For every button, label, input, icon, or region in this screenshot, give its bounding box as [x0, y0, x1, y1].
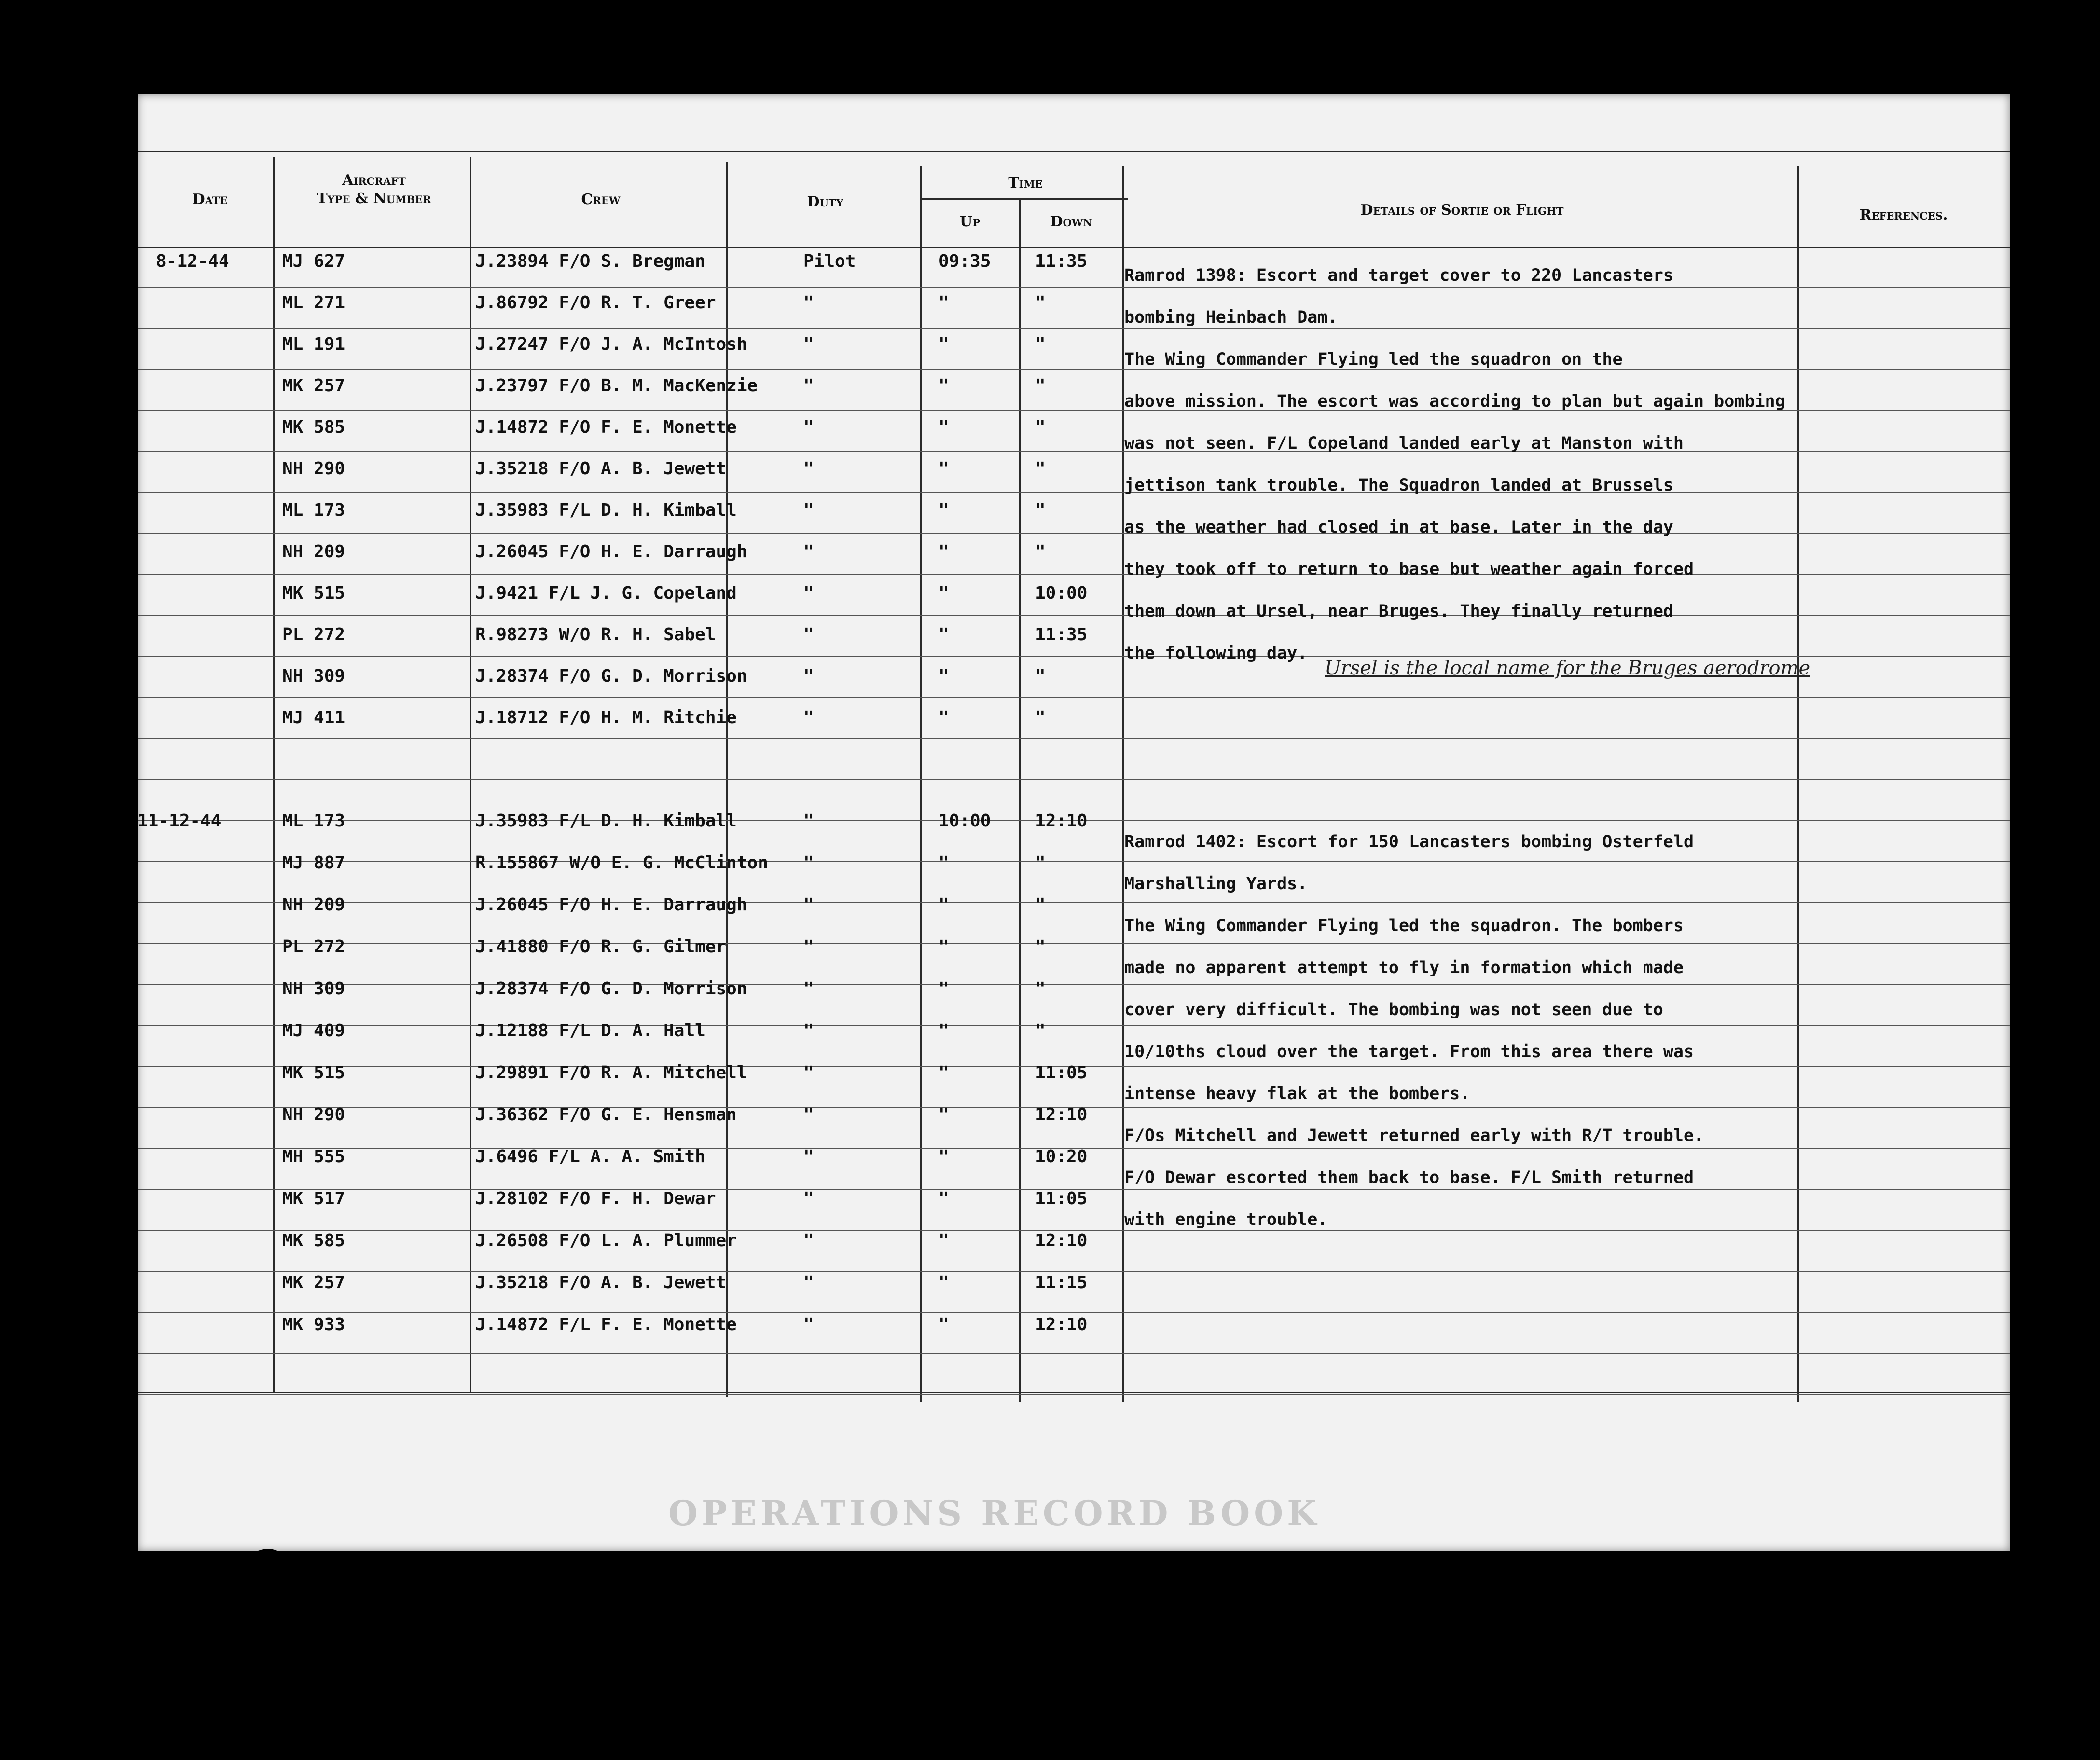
aircraft-cell: ML 271	[282, 293, 345, 313]
header-date: Date	[192, 191, 228, 208]
aircraft-cell: MK 517	[282, 1189, 345, 1209]
aircraft-cell: NH 290	[282, 459, 345, 479]
down-time-cell: 11:35	[1035, 251, 1088, 271]
footer-faded-title: OPERATIONS RECORD BOOK	[668, 1493, 1321, 1533]
row-rule	[138, 328, 2010, 329]
crew-cell: J.6496 F/L A. A. Smith	[475, 1147, 705, 1167]
up-time-cell: 09:35	[939, 251, 991, 271]
up-time-cell: "	[939, 666, 949, 686]
down-time-cell: "	[1035, 293, 1046, 313]
detail-line: Ramrod 1402: Escort for 150 Lancasters bombing Osterfeld	[1124, 832, 1694, 852]
row-rule	[138, 779, 2010, 780]
aircraft-cell: MK 585	[282, 1231, 345, 1251]
row-rule	[138, 615, 2010, 616]
detail-line: made no apparent attempt to fly in formation which made	[1124, 958, 1684, 977]
down-time-cell: 12:10	[1035, 1105, 1088, 1125]
section1-date: 8-12-44	[156, 251, 229, 271]
duty-cell: "	[803, 500, 814, 520]
row-rule	[138, 287, 2010, 288]
crew-cell: J.29891 F/O R. A. Mitchell	[475, 1063, 747, 1083]
col-rule-5	[1019, 198, 1021, 1402]
crew-cell: J.26045 F/O H. E. Darraugh	[475, 542, 747, 562]
row-rule	[138, 738, 2010, 739]
detail-line: the following day.	[1124, 644, 1308, 663]
duty-cell: "	[803, 853, 814, 873]
up-time-cell: "	[939, 334, 949, 354]
duty-cell: "	[803, 334, 814, 354]
binder-hole-2	[830, 1566, 883, 1607]
down-time-cell: "	[1035, 979, 1046, 999]
section2-date: 11-12-44	[138, 811, 221, 831]
crew-cell: J.23797 F/O B. M. MacKenzie	[475, 376, 758, 396]
up-time-cell: "	[939, 293, 949, 313]
detail-line: with engine trouble.	[1124, 1210, 1328, 1229]
crew-cell: J.14872 F/O F. E. Monette	[475, 417, 737, 437]
aircraft-cell: MJ 409	[282, 1021, 345, 1041]
col-rule-6	[1122, 166, 1124, 1402]
row-rule	[138, 1271, 2010, 1272]
crew-cell: R.155867 W/O E. G. McClinton	[475, 853, 768, 873]
crew-cell: J.12188 F/L D. A. Hall	[475, 1021, 705, 1041]
detail-line: The Wing Commander Flying led the squadron on the	[1124, 350, 1623, 369]
header-up: Up	[960, 213, 980, 230]
up-time-cell: "	[939, 1147, 949, 1167]
duty-cell: "	[803, 937, 814, 957]
up-time-cell: "	[939, 979, 949, 999]
col-rule-1	[273, 157, 275, 1392]
duty-cell: Pilot	[803, 251, 856, 271]
row-rule	[138, 369, 2010, 370]
row-rule	[138, 902, 2010, 903]
crew-cell: J.28102 F/O F. H. Dewar	[475, 1189, 716, 1209]
aircraft-cell: NH 209	[282, 542, 345, 562]
row-rule	[138, 451, 2010, 452]
row-rule	[138, 574, 2010, 575]
detail-line: Ramrod 1398: Escort and target cover to 220 Lancasters	[1124, 266, 1673, 285]
up-time-cell: "	[939, 417, 949, 437]
aircraft-cell: ML 191	[282, 334, 345, 354]
row-rule	[138, 861, 2010, 862]
header-time: Time	[1008, 175, 1043, 192]
duty-cell: "	[803, 293, 814, 313]
down-time-cell: 12:10	[1035, 1315, 1088, 1334]
duty-cell: "	[803, 979, 814, 999]
header-top-rule	[138, 151, 2010, 152]
up-time-cell: "	[939, 500, 949, 520]
up-time-cell: "	[939, 1063, 949, 1083]
row-rule	[138, 533, 2010, 534]
detail-line: intense heavy flak at the bombers.	[1124, 1084, 1470, 1103]
duty-cell: "	[803, 1273, 814, 1292]
aircraft-cell: NH 309	[282, 979, 345, 999]
row-rule	[138, 1312, 2010, 1313]
row-rule	[138, 492, 2010, 493]
down-time-cell: 11:35	[1035, 625, 1088, 645]
duty-cell: "	[803, 895, 814, 915]
detail-line: Marshalling Yards.	[1124, 874, 1308, 894]
aircraft-cell: PL 272	[282, 937, 345, 957]
crew-cell: J.26045 F/O H. E. Darraugh	[475, 895, 747, 915]
up-time-cell: "	[939, 1315, 949, 1334]
duty-cell: "	[803, 666, 814, 686]
detail-line: cover very difficult. The bombing was not seen due to	[1124, 1000, 1663, 1019]
up-time-cell: 10:00	[939, 811, 991, 831]
up-time-cell: "	[939, 708, 949, 728]
duty-cell: "	[803, 542, 814, 562]
aircraft-cell: MK 257	[282, 376, 345, 396]
row-rule	[138, 1353, 2010, 1354]
aircraft-cell: PL 272	[282, 625, 345, 645]
record-sheet	[138, 94, 2010, 1551]
crew-cell: J.26508 F/O L. A. Plummer	[475, 1231, 737, 1251]
row-rule	[138, 697, 2010, 698]
down-time-cell: "	[1035, 500, 1046, 520]
row-rule	[138, 1394, 2010, 1395]
aircraft-cell: MK 585	[282, 417, 345, 437]
down-time-cell: 12:10	[1035, 1231, 1088, 1251]
col-rule-2	[470, 157, 471, 1392]
crew-cell: J.35983 F/L D. H. Kimball	[475, 811, 737, 831]
down-time-cell: "	[1035, 666, 1046, 686]
aircraft-cell: NH 209	[282, 895, 345, 915]
up-time-cell: "	[939, 1231, 949, 1251]
crew-cell: J.9421 F/L J. G. Copeland	[475, 583, 737, 603]
header-down: Down	[1050, 213, 1092, 230]
duty-cell: "	[803, 1315, 814, 1334]
duty-cell: "	[803, 1231, 814, 1251]
duty-cell: "	[803, 1021, 814, 1041]
down-time-cell: "	[1035, 542, 1046, 562]
duty-cell: "	[803, 1105, 814, 1125]
crew-cell: J.35983 F/L D. H. Kimball	[475, 500, 737, 520]
duty-cell: "	[803, 811, 814, 831]
row-rule	[138, 943, 2010, 944]
aircraft-cell: MJ 887	[282, 853, 345, 873]
duty-cell: "	[803, 583, 814, 603]
aircraft-cell: ML 173	[282, 500, 345, 520]
duty-cell: "	[803, 625, 814, 645]
down-time-cell: 11:15	[1035, 1273, 1088, 1292]
up-time-cell: "	[939, 1105, 949, 1125]
footer-rule	[138, 1392, 2010, 1393]
time-sub-rule	[920, 198, 1128, 200]
down-time-cell: "	[1035, 895, 1046, 915]
down-time-cell: 10:00	[1035, 583, 1088, 603]
up-time-cell: "	[939, 459, 949, 479]
up-time-cell: "	[939, 895, 949, 915]
aircraft-cell: ML 173	[282, 811, 345, 831]
crew-cell: J.28374 F/O G. D. Morrison	[475, 666, 747, 686]
aircraft-cell: MH 555	[282, 1147, 345, 1167]
duty-cell: "	[803, 708, 814, 728]
down-time-cell: 12:10	[1035, 811, 1088, 831]
handwritten-note: Ursel is the local name for the Bruges aerodrome	[1325, 657, 1810, 679]
detail-line: jettison tank trouble. The Squadron landed at Brussels	[1124, 476, 1673, 495]
aircraft-cell: MK 515	[282, 1063, 345, 1083]
crew-cell: J.35218 F/O A. B. Jewett	[475, 1273, 727, 1292]
binder-hole-3	[1240, 1578, 1279, 1611]
crew-cell: J.36362 F/O G. E. Hensman	[475, 1105, 737, 1125]
detail-line: them down at Ursel, near Bruges. They finally returned	[1124, 602, 1673, 621]
row-rule	[138, 1025, 2010, 1026]
duty-cell: "	[803, 1063, 814, 1083]
duty-cell: "	[803, 417, 814, 437]
down-time-cell: "	[1035, 334, 1046, 354]
crew-cell: J.18712 F/O H. M. Ritchie	[475, 708, 737, 728]
crew-cell: J.27247 F/O J. A. McIntosh	[475, 334, 747, 354]
detail-line: The Wing Commander Flying led the squadron. The bombers	[1124, 916, 1684, 935]
crew-cell: R.98273 W/O R. H. Sabel	[475, 625, 716, 645]
aircraft-cell: MJ 411	[282, 708, 345, 728]
aircraft-cell: NH 290	[282, 1105, 345, 1125]
detail-line: as the weather had closed in at base. Later in the day	[1124, 518, 1673, 537]
down-time-cell: "	[1035, 937, 1046, 957]
down-time-cell: "	[1035, 708, 1046, 728]
up-time-cell: "	[939, 1273, 949, 1292]
detail-line: bombing Heinbach Dam.	[1124, 308, 1338, 327]
down-time-cell: "	[1035, 459, 1046, 479]
up-time-cell: "	[939, 937, 949, 957]
up-time-cell: "	[939, 1189, 949, 1209]
down-time-cell: "	[1035, 1021, 1046, 1041]
detail-line: they took off to return to base but weather again forced	[1124, 560, 1694, 579]
up-time-cell: "	[939, 583, 949, 603]
detail-line: F/Os Mitchell and Jewett returned early with R/T trouble.	[1124, 1126, 1704, 1145]
header-references: References.	[1859, 206, 1948, 223]
header-aircraft-line1: Aircraft	[342, 172, 406, 189]
header-crew: Crew	[581, 191, 621, 208]
crew-cell: J.28374 F/O G. D. Morrison	[475, 979, 747, 999]
up-time-cell: "	[939, 625, 949, 645]
down-time-cell: 11:05	[1035, 1189, 1088, 1209]
up-time-cell: "	[939, 853, 949, 873]
aircraft-cell: MK 257	[282, 1273, 345, 1292]
header-aircraft-line2: Type & Number	[317, 190, 431, 207]
crew-cell: J.41880 F/O R. G. Gilmer	[475, 937, 727, 957]
binder-hole-4	[1752, 1582, 1800, 1631]
col-rule-4	[920, 166, 922, 1402]
aircraft-cell: MK 515	[282, 583, 345, 603]
down-time-cell: "	[1035, 376, 1046, 396]
duty-cell: "	[803, 1147, 814, 1167]
binder-stem-4	[1775, 1626, 1780, 1760]
detail-line: above mission. The escort was according to plan but again bombing	[1124, 392, 1785, 411]
crew-cell: J.35218 F/O A. B. Jewett	[475, 459, 727, 479]
aircraft-cell: MK 933	[282, 1315, 345, 1334]
down-time-cell: 10:20	[1035, 1147, 1088, 1167]
row-rule	[138, 984, 2010, 985]
binder-hole-1	[244, 1549, 292, 1597]
up-time-cell: "	[939, 1021, 949, 1041]
aircraft-cell: MJ 627	[282, 251, 345, 271]
crew-cell: J.23894 F/O S. Bregman	[475, 251, 705, 271]
duty-cell: "	[803, 376, 814, 396]
detail-line: F/O Dewar escorted them back to base. F/L Smith returned	[1124, 1168, 1694, 1187]
header-duty: Duty	[807, 193, 843, 210]
down-time-cell: 11:05	[1035, 1063, 1088, 1083]
aircraft-cell: NH 309	[282, 666, 345, 686]
crew-cell: J.86792 F/O R. T. Greer	[475, 293, 716, 313]
duty-cell: "	[803, 459, 814, 479]
crew-cell: J.14872 F/L F. E. Monette	[475, 1315, 737, 1334]
down-time-cell: "	[1035, 417, 1046, 437]
detail-line: was not seen. F/L Copeland landed early at Manston with	[1124, 434, 1684, 453]
detail-line: 10/10ths cloud over the target. From this area there was	[1124, 1042, 1694, 1061]
duty-cell: "	[803, 1189, 814, 1209]
down-time-cell: "	[1035, 853, 1046, 873]
header-bottom-rule	[138, 247, 2010, 248]
col-rule-7	[1797, 166, 1799, 1402]
header-details: Details of Sortie or Flight	[1360, 202, 1564, 219]
up-time-cell: "	[939, 376, 949, 396]
binder-stem-1	[265, 1592, 270, 1760]
up-time-cell: "	[939, 542, 949, 562]
